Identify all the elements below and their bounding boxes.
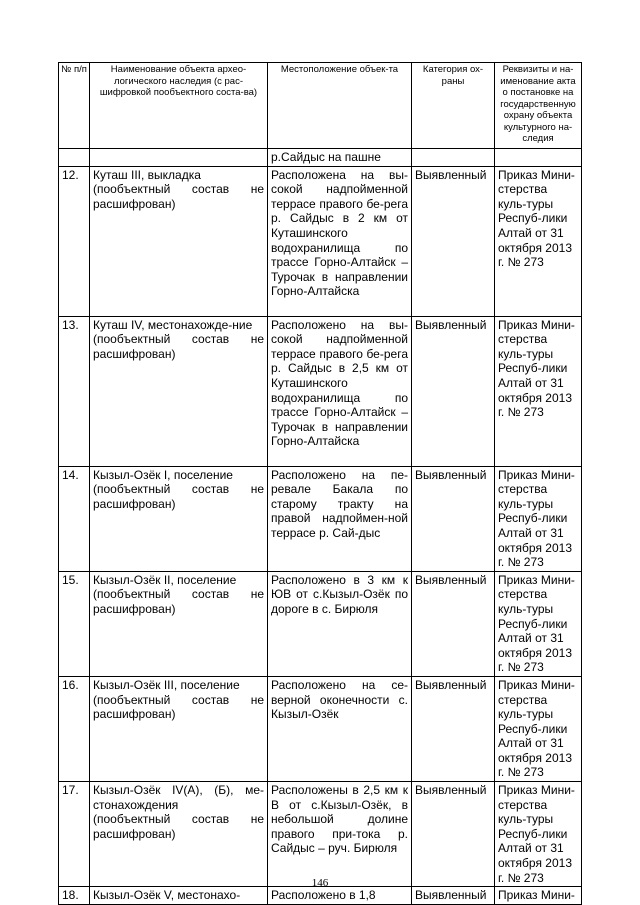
header-location: Местоположение объек-та [268,63,412,149]
continuation-location: р.Сайдыс на пашне [268,149,412,167]
row-number: 16. [59,676,90,781]
object-name-main: Кызыл-Озёк III, поселение [93,677,240,692]
registration-act: Приказ Мини-стерства куль-туры Респуб-лики Алтай от 31 октября 2013 г. № 273 [495,782,582,887]
table-row [59,166,582,316]
registration-act: Приказ Мини-стерства куль-туры Респуб-лики Алтай от 31 октября 2013 г. № 273 [495,466,582,571]
object-location: Расположено в 3 км к ЮВ от с.Кызыл-Озёк по дороге в с. Бирюля [268,571,412,676]
protection-category: Выявленный [412,466,495,571]
protection-category: Выявленный [412,166,495,316]
registration-act: Приказ Мини-стерства куль-туры Респуб-лики Алтай от 31 октября 2013 г. № 273 [495,676,582,781]
row-number: 13. [59,316,90,466]
registration-act: Приказ Мини-стерства куль-туры Респуб-лики Алтай от 31 октября 2013 г. № 273 [495,166,582,316]
object-composition-note: (пообъектный состав не расшифрован) [93,587,264,616]
table-row [59,782,582,887]
object-composition-note: (пообъектный состав не расшифрован) [93,812,264,841]
header-name: Наименование объекта архео-логического наследия (с рас-шифровкой пообъектного соста-ва) [90,63,268,149]
registration-act: Приказ Мини-стерства куль-туры Респуб-лики Алтай от 31 октября 2013 г. № 273 [495,316,582,466]
header-num: № п/п [59,63,90,149]
object-composition-note: (пообъектный состав не расшифрован) [93,692,264,722]
header-category: Категория ох-раны [412,63,495,149]
registration-act: Приказ Мини- [495,887,582,905]
table-row [59,466,582,571]
page-number: 146 [311,877,329,889]
object-name-main: Куташ IV, местонахожде-ние [93,317,253,332]
table-header-row [59,63,582,149]
object-location: Расположено на пе-ревале Бакала по старому тракту на правой надпоймен-ной террасе р. Сай-дыс [268,466,412,571]
object-location: Расположена на вы-сокой надпойменной террасе правого бе-рега р. Сайдыс в 2 км от Куташинского водохранилища по трассе Горно-Алтайск – Турочак в направлении Горно-Алтайска [268,166,412,316]
table-row [59,571,582,676]
table-row [59,887,582,905]
object-composition-note: (пообъектный состав не расшифрован) [93,482,264,511]
object-composition-note: (пообъектный состав не расшифрован) [93,182,264,211]
object-name [90,316,268,466]
table-row [59,316,582,466]
registration-act: Приказ Мини-стерства куль-туры Респуб-лики Алтай от 31 октября 2013 г. № 273 [495,571,582,676]
row-number: 14. [59,466,90,571]
object-name-main: Кызыл-Озёк II, поселение [93,572,237,587]
row-number: 17. [59,782,90,887]
protection-category: Выявленный [412,571,495,676]
protection-category: Выявленный [412,782,495,887]
continuation-row [59,149,582,167]
protection-category: Выявленный [412,887,495,905]
object-composition-note: (пообъектный состав не расшифрован) [93,332,264,361]
object-name-main: Кызыл-Озёк IV(А), (Б), ме-стонахождения [93,783,264,812]
object-name [90,466,268,571]
object-name-main: Кызыл-Озёк I, поселение [93,467,233,482]
object-location: Расположено на вы-сокой надпойменной террасе правого бе-рега р. Сайдыс в 2,5 км от Куташинского водохранилища по трассе Горно-Алтайск – Турочак в направлении Горно-Алтайска [268,316,412,466]
object-name-main: Кызыл-Озёк V, местонахо- [90,887,268,905]
table-row [59,676,582,781]
protection-category: Выявленный [412,316,495,466]
object-name [90,166,268,316]
object-name [90,782,268,887]
header-act: Реквизиты и на-именование акта о постановке на государственную охрану объекта культурного на-следия [495,63,582,149]
object-location: Расположено на се-верной оконечности с. Кызыл-Озёк [268,676,412,781]
row-number: 12. [59,166,90,316]
object-location: Расположены в 2,5 км к В от с.Кызыл-Озёк, в небольшой долине правого при-тока р. Сайдыс – руч. Бирюля [268,782,412,887]
row-number: 18. [59,887,90,905]
object-name [90,676,268,781]
object-name [90,571,268,676]
protection-category: Выявленный [412,676,495,781]
row-number: 15. [59,571,90,676]
object-name-main: Куташ III, выкладка [93,167,201,182]
object-location: Расположено в 1,8 [268,887,412,905]
heritage-register-table [58,62,582,905]
